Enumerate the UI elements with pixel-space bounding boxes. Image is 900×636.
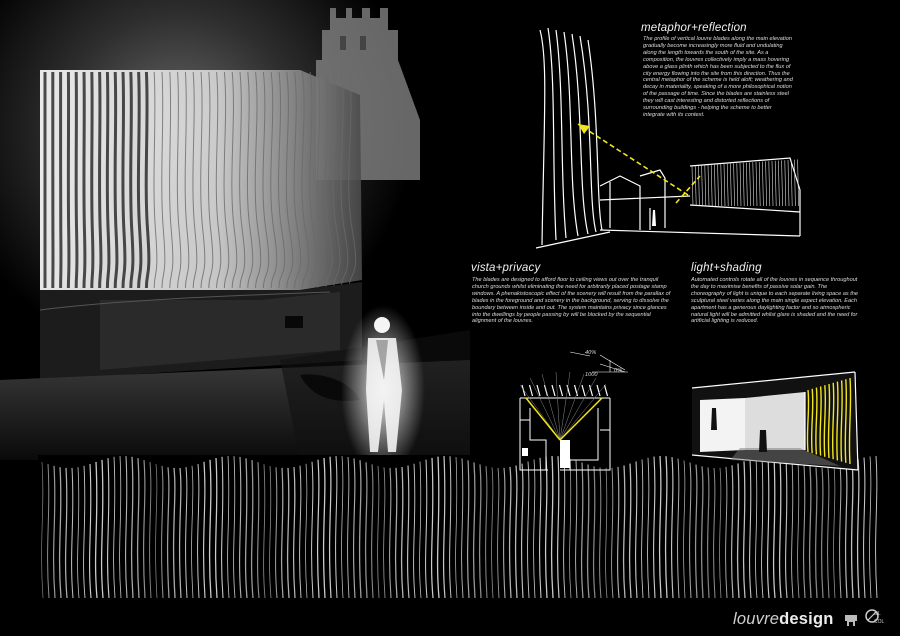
chair-logo-icon [843, 612, 859, 628]
footer-title-bold: design [779, 610, 834, 628]
light-body: Automated controls rotate all of the louvres in sequence throughout the day to maximise benefits of passive solar gain. The choreography of light is unique to each separate living space as the sculptural steel varies along the main single aspect elevation. Each apartment has a generous daylighting factor and so atmospheric natural light will be admitted whilst glare is shaded and the need for artificial lighting is reduced. [691, 277, 858, 325]
facade-blade [115, 72, 117, 288]
vista-body: The blades are designed to afford floor to ceiling views out over the tranquil church grounds whilst eliminating the need for arbitrarily placed postage stamp windows. A phenakistoscopic effect of the scenery will result from the parallax of blades in the foreground and scenery in the background, serving to dissolve the boundary between inside and out. The system maintains privacy since glances into the dwellings by people passing by will be blocked by the sequential alignment of the louvres. [472, 277, 671, 325]
facade-blade [76, 72, 77, 288]
ghost-figure [341, 305, 425, 475]
dimension-label: 1000 [585, 372, 598, 378]
facade-blade [107, 72, 109, 288]
angle-label-high: 40% [585, 350, 597, 356]
footer-title [733, 610, 834, 629]
metaphor-heading: metaphor+reflection [641, 22, 747, 34]
facade-blade [68, 72, 69, 288]
facade-blade [99, 72, 100, 288]
louvre-facade [40, 70, 362, 290]
facade-blade [92, 72, 93, 288]
facade-blade [84, 72, 85, 288]
light-heading: light+shading [691, 262, 762, 274]
footer-title-light: louvre [733, 610, 780, 628]
logo-text-1: aiL [874, 611, 881, 617]
vista-heading: vista+privacy [471, 262, 541, 274]
metaphor-body: The profile of vertical louvre blades along the main elevation gradually become increasingly more fluid and undulating along the length towards the south of the site. As a composition, the louvres collectively imply a mass hovering above a glass plinth which has been subjected to the flux of city energy flowing into the site from this direction. Thus the central metaphor of the scheme is held aloft; weathering and decay in materiality, speaking of a more philosophical notion of the passage of time. Since the blades are stainless steel they will cast interesting and distorted reflections of surrounding buildings - helping the scheme to better integrate with its context. [643, 36, 793, 118]
wavy-louvre-band [38, 455, 898, 600]
logo-text-2: COL [874, 619, 885, 625]
angle-label-low: 0% [614, 368, 623, 374]
